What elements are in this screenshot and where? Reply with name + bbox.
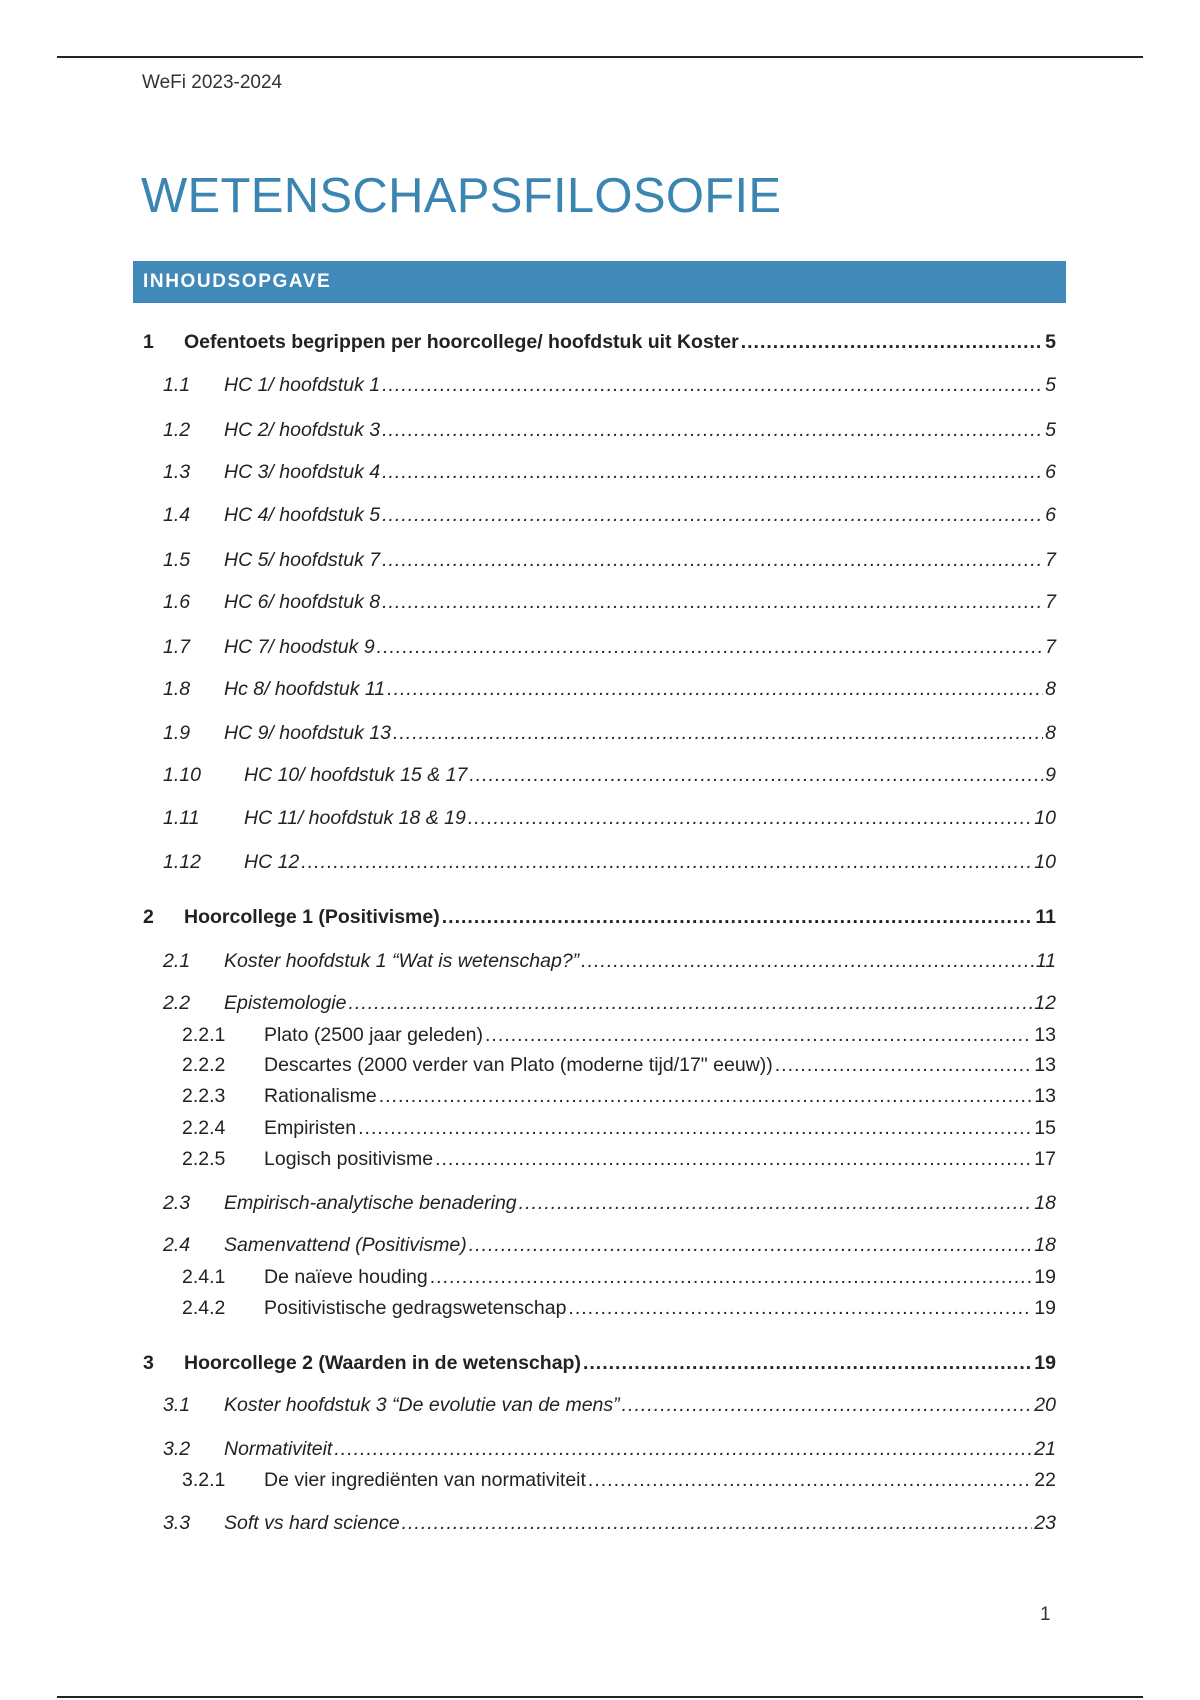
toc-entry-page: 18 xyxy=(1034,1234,1056,1256)
toc-entry-label: HC 3/ hoofdstuk 4 xyxy=(224,461,381,483)
toc-dot-leader xyxy=(402,1510,1033,1536)
toc-entry[interactable] xyxy=(0,589,1200,615)
toc-dot-leader xyxy=(435,1146,1032,1172)
toc-entry-page: 5 xyxy=(1045,374,1056,396)
toc-entry-number: 2.2.5 xyxy=(182,1148,226,1170)
toc-entry-label: Soft vs hard science xyxy=(224,1512,400,1534)
toc-entry-number: 2.1 xyxy=(163,950,191,972)
toc-entry[interactable] xyxy=(0,1436,1200,1462)
toc-entry-label: Epistemologie xyxy=(224,992,347,1014)
toc-entry-page: 17 xyxy=(1034,1148,1056,1170)
toc-entry[interactable] xyxy=(0,329,1200,355)
toc-dot-leader xyxy=(382,372,1043,398)
toc-dot-leader xyxy=(382,502,1043,528)
toc-dot-leader xyxy=(387,676,1043,702)
toc-entry-page: 7 xyxy=(1045,591,1056,613)
toc-entry-label: HC 6/ hoofdstuk 8 xyxy=(224,591,381,613)
toc-entry-page: 7 xyxy=(1045,636,1056,658)
toc-entry-number: 3 xyxy=(143,1352,154,1374)
toc-entry-page: 11 xyxy=(1035,950,1056,972)
toc-entry-number: 2.2.3 xyxy=(182,1085,226,1107)
toc-entry-label: Samenvattend (Positivisme) xyxy=(224,1234,467,1256)
toc-entry-label: De vier ingrediënten van normativiteit xyxy=(264,1469,586,1491)
toc-entry-label: Empirisch-analytische benadering xyxy=(224,1192,517,1214)
toc-entry[interactable] xyxy=(0,1115,1200,1141)
toc-entry-number: 2.3 xyxy=(163,1192,191,1214)
toc-entry-number: 1.9 xyxy=(163,722,191,744)
toc-entry-page: 5 xyxy=(1045,419,1056,441)
toc-entry[interactable] xyxy=(0,1232,1200,1258)
toc-entry-number: 1.8 xyxy=(163,678,191,700)
toc-dot-leader xyxy=(301,849,1032,875)
toc-dot-leader xyxy=(334,1436,1032,1462)
toc-entry-page: 18 xyxy=(1034,1192,1056,1214)
toc-entry-label: Normativiteit xyxy=(224,1438,333,1460)
toc-entry-page: 6 xyxy=(1045,504,1056,526)
toc-entry-number: 1.3 xyxy=(163,461,191,483)
toc-entry-page: 9 xyxy=(1045,764,1056,786)
toc-dot-leader xyxy=(583,1350,1032,1376)
toc-entry-number: 1.12 xyxy=(163,851,201,873)
toc-dot-leader xyxy=(430,1264,1033,1290)
toc-entry[interactable] xyxy=(0,1083,1200,1109)
toc-dot-leader xyxy=(382,417,1043,443)
toc-entry-label: HC 1/ hoofdstuk 1 xyxy=(224,374,381,396)
toc-entry-number: 2.2 xyxy=(163,992,191,1014)
toc-entry[interactable] xyxy=(0,805,1200,831)
toc-entry-page: 20 xyxy=(1034,1394,1056,1416)
toc-dot-leader xyxy=(358,1115,1032,1141)
toc-entry-number: 1.1 xyxy=(163,374,191,396)
toc-entry[interactable] xyxy=(0,904,1200,930)
page-number: 1 xyxy=(1040,1604,1051,1625)
toc-entry-page: 6 xyxy=(1045,461,1056,483)
toc-entry-label: Positivistische gedragswetenschap xyxy=(264,1297,567,1319)
toc-entry[interactable] xyxy=(0,459,1200,485)
toc-entry[interactable] xyxy=(0,1146,1200,1172)
toc-entry-label: Oefentoets begrippen per hoorcollege/ hoofdstuk uit Koster xyxy=(184,331,739,353)
running-header: WeFi 2023-2024 xyxy=(142,72,283,93)
toc-entry-page: 15 xyxy=(1034,1117,1056,1139)
toc-heading: INHOUDSOPGAVE xyxy=(133,261,1066,303)
toc-entry-page: 13 xyxy=(1034,1024,1056,1046)
toc-entry-number: 3.2 xyxy=(163,1438,191,1460)
toc-entry[interactable] xyxy=(0,762,1200,788)
toc-entry-page: 13 xyxy=(1034,1085,1056,1107)
toc-entry-label: HC 5/ hoofdstuk 7 xyxy=(224,549,381,571)
toc-entry-page: 7 xyxy=(1045,549,1056,571)
toc-entry-page: 21 xyxy=(1034,1438,1056,1460)
toc-entry-label: HC 12 xyxy=(244,851,300,873)
toc-entry-number: 1.4 xyxy=(163,504,191,526)
toc-entry-label: Koster hoofdstuk 3 “De evolutie van de mens” xyxy=(224,1394,620,1416)
toc-entry-number: 1 xyxy=(143,331,154,353)
toc-entry[interactable] xyxy=(0,1190,1200,1216)
toc-dot-leader xyxy=(379,1083,1033,1109)
toc-entry-label: Rationalisme xyxy=(264,1085,377,1107)
toc-entry-page: 23 xyxy=(1034,1512,1056,1534)
toc-entry[interactable] xyxy=(0,502,1200,528)
toc-entry[interactable] xyxy=(0,634,1200,660)
toc-entry-number: 3.1 xyxy=(163,1394,191,1416)
toc-entry-label: Hoorcollege 2 (Waarden in de wetenschap) xyxy=(184,1352,581,1374)
toc-entry[interactable] xyxy=(0,676,1200,702)
toc-entry[interactable] xyxy=(0,1350,1200,1376)
toc-entry-page: 8 xyxy=(1045,678,1056,700)
toc-entry-label: Hoorcollege 1 (Positivisme) xyxy=(184,906,440,928)
toc-entry-number: 1.5 xyxy=(163,549,191,571)
toc-dot-leader xyxy=(382,547,1043,573)
document-title: WETENSCHAPSFILOSOFIE xyxy=(141,169,782,223)
toc-entry[interactable] xyxy=(0,1022,1200,1048)
toc-entry-number: 1.2 xyxy=(163,419,191,441)
toc-entry-page: 10 xyxy=(1034,851,1056,873)
toc-entry[interactable] xyxy=(0,1392,1200,1418)
toc-dot-leader xyxy=(469,762,1043,788)
header-rule xyxy=(57,56,1143,58)
toc-entry-page: 12 xyxy=(1034,992,1056,1014)
toc-entry[interactable] xyxy=(0,1052,1200,1078)
toc-entry[interactable] xyxy=(0,372,1200,398)
toc-dot-leader xyxy=(348,990,1032,1016)
toc-entry-label: HC 11/ hoofdstuk 18 & 19 xyxy=(244,807,466,829)
footer-rule xyxy=(57,1696,1143,1698)
toc-entry-page: 5 xyxy=(1045,331,1056,353)
toc-dot-leader xyxy=(622,1392,1033,1418)
toc-entry-label: De naïeve houding xyxy=(264,1266,428,1288)
toc-dot-leader xyxy=(581,948,1034,974)
toc-entry-label: Koster hoofdstuk 1 “Wat is wetenschap?” xyxy=(224,950,580,972)
toc-dot-leader xyxy=(382,589,1043,615)
toc-entry[interactable] xyxy=(0,720,1200,746)
toc-entry-label: HC 9/ hoofdstuk 13 xyxy=(224,722,391,744)
toc-entry[interactable] xyxy=(0,990,1200,1016)
toc-dot-leader xyxy=(442,904,1034,930)
toc-entry-number: 2.2.2 xyxy=(182,1054,226,1076)
toc-entry[interactable] xyxy=(0,1467,1200,1493)
toc-entry[interactable] xyxy=(0,948,1200,974)
toc-entry-label: HC 10/ hoofdstuk 15 & 17 xyxy=(244,764,468,786)
toc-entry[interactable] xyxy=(0,1295,1200,1321)
toc-entry-page: 10 xyxy=(1034,807,1056,829)
toc-entry-page: 19 xyxy=(1034,1297,1056,1319)
toc-entry-number: 2 xyxy=(143,906,154,928)
toc-dot-leader xyxy=(469,1232,1033,1258)
toc-dot-leader xyxy=(568,1295,1032,1321)
toc-dot-leader xyxy=(485,1022,1032,1048)
toc-dot-leader xyxy=(393,720,1043,746)
toc-entry-label: HC 2/ hoofdstuk 3 xyxy=(224,419,381,441)
toc-dot-leader xyxy=(519,1190,1033,1216)
toc-entry-number: 2.2.1 xyxy=(182,1024,226,1046)
toc-dot-leader xyxy=(775,1052,1033,1078)
toc-entry-label: Hc 8/ hoofdstuk 11 xyxy=(224,678,386,700)
toc-entry-page: 19 xyxy=(1034,1352,1056,1374)
toc-entry-number: 2.4.1 xyxy=(182,1266,226,1288)
toc-entry-number: 3.3 xyxy=(163,1512,191,1534)
toc-entry-page: 11 xyxy=(1035,906,1056,928)
toc-entry-label: Logisch positivisme xyxy=(264,1148,434,1170)
toc-dot-leader xyxy=(741,329,1043,355)
toc-entry-label: HC 4/ hoofdstuk 5 xyxy=(224,504,381,526)
toc-dot-leader xyxy=(468,805,1032,831)
toc-entry-label: Empiristen xyxy=(264,1117,357,1139)
toc-entry-number: 2.4 xyxy=(163,1234,191,1256)
toc-entry-label: HC 7/ hoodstuk 9 xyxy=(224,636,375,658)
toc-entry[interactable] xyxy=(0,1510,1200,1536)
toc-entry-number: 3.2.1 xyxy=(182,1469,226,1491)
toc-entry[interactable] xyxy=(0,547,1200,573)
toc-entry-number: 1.10 xyxy=(163,764,201,786)
toc-entry-label: Plato (2500 jaar geleden) xyxy=(264,1024,483,1046)
toc-entry-label: Descartes (2000 verder van Plato (moderne tijd/17" eeuw)) xyxy=(264,1054,773,1076)
toc-dot-leader xyxy=(377,634,1043,660)
toc-entry-page: 8 xyxy=(1045,722,1056,744)
toc-entry-number: 1.11 xyxy=(163,807,200,829)
toc-dot-leader xyxy=(382,459,1043,485)
toc-entry-number: 2.4.2 xyxy=(182,1297,226,1319)
toc-entry-number: 2.2.4 xyxy=(182,1117,226,1139)
toc-entry-page: 13 xyxy=(1034,1054,1056,1076)
toc-entry[interactable] xyxy=(0,1264,1200,1290)
toc-entry-page: 19 xyxy=(1034,1266,1056,1288)
toc-entry[interactable] xyxy=(0,849,1200,875)
toc-entry[interactable] xyxy=(0,417,1200,443)
toc-entry-page: 22 xyxy=(1034,1469,1056,1491)
toc-entry-number: 1.6 xyxy=(163,591,191,613)
toc-entry-number: 1.7 xyxy=(163,636,191,658)
toc-dot-leader xyxy=(588,1467,1032,1493)
